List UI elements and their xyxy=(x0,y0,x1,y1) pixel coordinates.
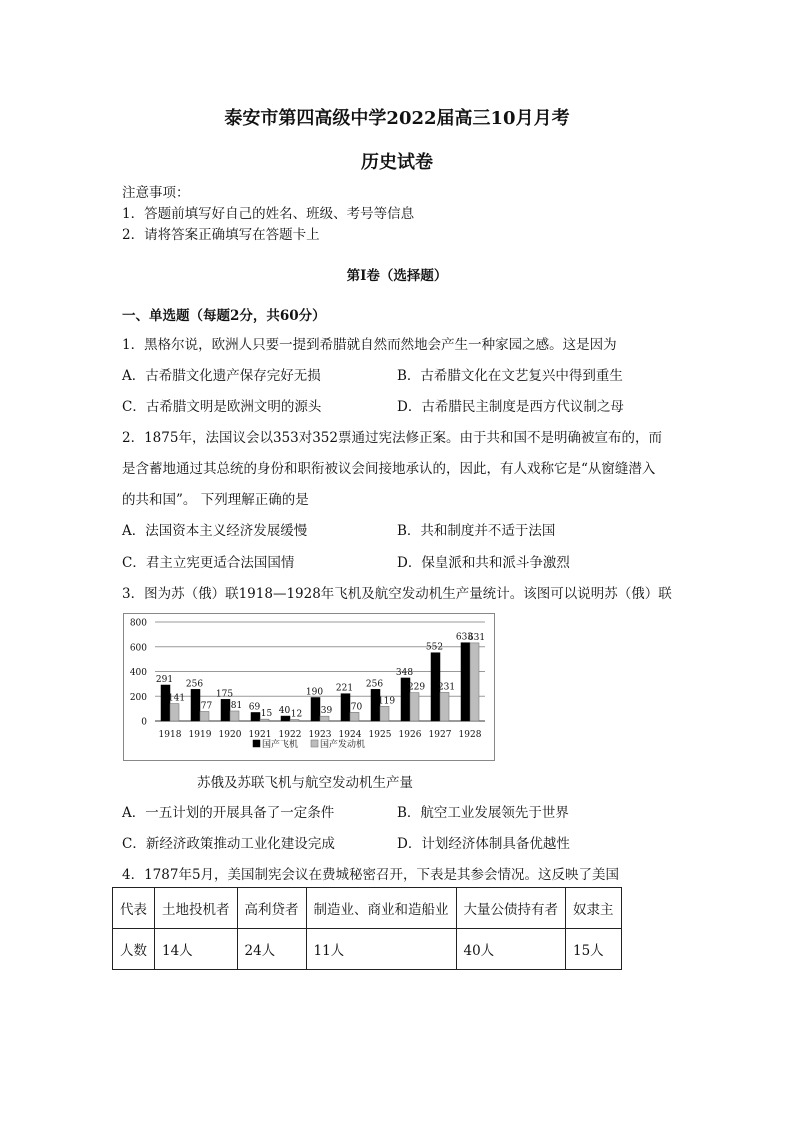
bar-aircraft xyxy=(191,689,200,721)
x-tick-label: 1921 xyxy=(248,730,272,740)
table-cell: 14人 xyxy=(155,929,238,970)
table-header-cell: 大量公债持有者 xyxy=(456,888,566,929)
data-label: 15 xyxy=(260,709,273,720)
x-tick-label: 1924 xyxy=(338,730,362,740)
legend-label: 国产发动机 xyxy=(320,740,366,750)
table-header-cell: 制造业、商业和造船业 xyxy=(306,888,456,929)
bar-engine xyxy=(290,720,299,721)
x-tick-label: 1918 xyxy=(158,730,182,740)
data-label: 633 xyxy=(455,632,474,643)
question-3-option-c[interactable]: C．新经济政策推动工业化建设完成 xyxy=(122,836,335,852)
legend-swatch xyxy=(253,740,260,747)
bar-aircraft xyxy=(341,694,350,721)
table-cell: 人数 xyxy=(113,929,155,970)
data-label: 175 xyxy=(215,689,234,700)
question-2-text: 的共和国”。 下列理解正确的是 xyxy=(122,492,309,508)
data-label: 291 xyxy=(155,674,174,685)
table-cell: 11人 xyxy=(306,929,456,970)
page-subtitle: 历史试卷 xyxy=(361,152,433,173)
question-2-option-a[interactable]: A．法国资本主义经济发展缓慢 xyxy=(122,523,308,539)
bar-engine xyxy=(200,711,209,721)
table-cell: 15人 xyxy=(566,929,622,970)
data-label: 256 xyxy=(185,679,204,690)
bar-aircraft xyxy=(461,643,470,721)
legend-label: 国产飞机 xyxy=(262,740,299,750)
table-cell: 40人 xyxy=(456,929,566,970)
question-1-option-c[interactable]: C．古希腊文明是欧洲文明的源头 xyxy=(122,399,322,415)
y-tick-label: 400 xyxy=(129,668,147,678)
table-header-row xyxy=(113,888,622,929)
data-label: 69 xyxy=(248,702,261,713)
y-tick-label: 800 xyxy=(129,618,147,629)
x-tick-label: 1923 xyxy=(308,730,332,740)
bar-engine xyxy=(410,693,419,721)
bar-engine xyxy=(440,692,449,721)
data-label: 552 xyxy=(425,642,444,653)
bar-engine xyxy=(470,643,479,721)
bar-aircraft xyxy=(281,716,290,721)
bar-engine xyxy=(350,712,359,721)
x-tick-label: 1926 xyxy=(398,730,422,740)
question-3-option-d[interactable]: D．计划经济体制具备优越性 xyxy=(397,836,570,852)
legend-swatch xyxy=(311,740,318,747)
section-heading: 一、单选题（每题2分，共60分） xyxy=(122,308,326,324)
bar-engine xyxy=(170,704,179,721)
table-header-cell: 高利贷者 xyxy=(237,888,306,929)
data-label: 348 xyxy=(395,667,414,678)
bar-aircraft xyxy=(251,712,260,721)
question-4-text: 4．1787年5月，美国制宪会议在费城秘密召开，下表是其参会情况。这反映了美国 xyxy=(122,867,620,883)
question-1-option-a[interactable]: A．古希腊文化遗产保存完好无损 xyxy=(122,368,321,384)
data-label: 81 xyxy=(230,700,243,711)
data-label: 229 xyxy=(407,682,426,693)
question-3-text: 3．图为苏（俄）联1918—1928年飞机及航空发动机生产量统计。该图可以说明苏（俄）联 xyxy=(122,586,672,602)
question-2-text: 2．1875年，法国议会以353对352票通过宪法修正案。由于共和国不是明确被宣布的，而 xyxy=(122,430,662,446)
data-label: 221 xyxy=(335,683,354,694)
bar-engine xyxy=(230,711,239,721)
y-tick-label: 0 xyxy=(141,717,147,728)
question-3-option-a[interactable]: A．一五计划的开展具备了一定条件 xyxy=(122,805,335,821)
attendance-table xyxy=(112,887,622,970)
chart-caption: 苏俄及苏联飞机与航空发动机生产量 xyxy=(197,775,413,791)
data-label: 231 xyxy=(437,682,456,693)
x-tick-label: 1928 xyxy=(458,730,482,740)
table-row xyxy=(113,929,622,970)
bar-aircraft xyxy=(311,697,320,721)
y-tick-label: 600 xyxy=(129,643,147,654)
data-label: 256 xyxy=(365,679,384,690)
notice-heading: 注意事项： xyxy=(122,185,190,201)
x-tick-label: 1920 xyxy=(218,730,242,740)
x-tick-label: 1927 xyxy=(428,730,452,740)
x-tick-label: 1925 xyxy=(368,730,392,740)
data-label: 39 xyxy=(320,706,333,717)
question-1-text: 1．黑格尔说，欧洲人只要一提到希腊就自然而然地会产生一种家园之感。这是因为 xyxy=(122,337,617,353)
x-tick-label: 1919 xyxy=(188,730,212,740)
table-header-cell: 土地投机者 xyxy=(155,888,238,929)
data-label: 77 xyxy=(200,701,213,712)
data-label: 141 xyxy=(167,693,186,704)
notice-item: 2．请将答案正确填写在答题卡上 xyxy=(122,227,320,243)
table-header-cell: 代表 xyxy=(113,888,155,929)
question-2-option-c[interactable]: C．君主立宪更适合法国国情 xyxy=(122,555,295,571)
bar-engine xyxy=(380,706,389,721)
bar-engine xyxy=(320,716,329,721)
question-1-option-d[interactable]: D．古希腊民主制度是西方代议制之母 xyxy=(397,399,624,415)
volume-heading: 第I卷（选择题） xyxy=(346,268,448,284)
question-1-option-b[interactable]: B．古希腊文化在文艺复兴中得到重生 xyxy=(397,368,623,384)
page-title: 泰安市第四高级中学2022届高三10月月考 xyxy=(224,108,570,129)
data-label: 40 xyxy=(278,706,291,717)
table-cell: 24人 xyxy=(237,929,306,970)
table-header-cell: 奴隶主 xyxy=(566,888,622,929)
data-label: 12 xyxy=(290,709,303,720)
data-label: 70 xyxy=(350,702,363,713)
production-bar-chart xyxy=(123,613,495,761)
question-3-option-b[interactable]: B．航空工业发展领先于世界 xyxy=(397,805,569,821)
question-2-option-b[interactable]: B．共和制度并不适于法国 xyxy=(397,523,556,539)
bar-engine xyxy=(260,719,269,721)
data-label: 190 xyxy=(305,687,324,698)
notice-item: 1．答题前填写好自己的姓名、班级、考号等信息 xyxy=(122,206,415,222)
y-tick-label: 200 xyxy=(129,692,147,703)
bar-aircraft xyxy=(221,699,230,721)
data-label: 119 xyxy=(377,696,396,707)
question-2-text: 是含蓄地通过其总统的身份和职衔被议会间接地承认的，因此，有人戏称它是“从窗缝潜入 xyxy=(122,461,656,477)
question-2-option-d[interactable]: D．保皇派和共和派斗争激烈 xyxy=(397,555,570,571)
x-tick-label: 1922 xyxy=(278,730,302,740)
data-label: 631 xyxy=(467,632,486,643)
